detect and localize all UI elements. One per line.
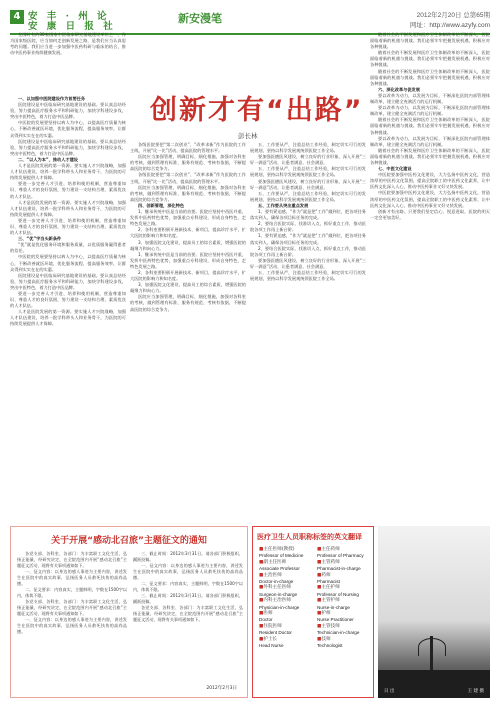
- translation-term-zh: ■护师: [317, 611, 331, 617]
- translation-term-en: Nurse Practitioner: [317, 617, 354, 623]
- translation-term-en: Pharmacist: [317, 579, 340, 585]
- translation-term-zh: ■主任医师(教授): [259, 547, 295, 552]
- translation-term-en: Technologist: [317, 643, 343, 649]
- translation-box-title: 医疗卫生人员职称标签的英文翻译: [257, 533, 362, 541]
- translation-term-zh: ■主治医师: [259, 572, 282, 578]
- bullet-icon: ■: [259, 559, 264, 565]
- translation-list-1: [259, 547, 315, 650]
- subheading: 五、工作要从突出重点发展: [258, 202, 309, 208]
- subheading: 一、以加强中医院建设作为首要任务: [18, 96, 86, 101]
- article-intro: 全国时有约30家国家中医临床研究基地建设单位之一，作为国家级医院，应当如何走创新发展之路，是我们应当认真思考的问题。我们应当进一步加强中医药科研与临床的结合，推动中医药事业持续健康发展。: [10, 32, 126, 56]
- issue-date: 2012年2月20日 总第65期: [416, 12, 490, 19]
- notice-column-1: 各党支部、各科室、各部门：为丰富职工文化生活，弘扬正能量，经研究决定，在全院范围内开展“感动北召旅”主题征文活动，现将有关事项通知如下。 一、征文内容：以身边的感人事迹为主要内容，讲述发生在医院中的真实故事，弘扬医务人员救死扶伤的高尚品德。 二、征文要求：内容真实，主题鲜明，字数在1500字以内，体裁不限。 各党支部、各科室、各部门：为丰富职工文化生活，弘扬正能量，经研究决定，在全院范围内开展“感动北召旅”主题征文活动，现将有关事项通知如下。 一、征文内容：以身边的感人事迹为主要内容，讲述发生在医院中的真实故事，弘扬医务人员救死扶伤的高尚品德。: [17, 551, 127, 634]
- subheading: 七、中医文化建设: [378, 166, 412, 172]
- notice-date: 2012年2月3日: [206, 686, 237, 691]
- translation-term-zh: ■住院医师: [259, 623, 282, 629]
- article-column-3: 五、工作要从严，注重总结工作经验，制定切实可行的发展规划，坚持以科学发展观统领医院工作全局。 要加强医德医风建设，树立良好的行业形象，深入开展“三好一满意”活动，让患者满意、社会满意。 五、工作要从严，注重总结工作经验，制定切实可行的发展规划，坚持以科学发展观统领医院工作全局。 要加强医德医风建设，树立良好的行业形象，深入开展“三好一满意”活动，让患者满意、社会满意。 五、工作要从严，注重总结工作经验，制定切实可行的发展规划，坚持以科学发展观统领医院工作全局。 五、工作要从突出重点发展 1、要有紧迫感，“作为”就是把“工作”做到位，把各项任务落实到人，确保各项目标任务的完成。 2、要结合医院实际，找准切入点，抓好重点工作，推动医院各项工作再上新台阶。 1、要有紧迫感，“作为”就是把“工作”做到位，把各项任务落实到人，确保各项目标任务的完成。 2、要结合医院实际，找准切入点，抓好重点工作，推动医院各项工作再上新台阶。 要加强医德医风建设，树立良好的行业形象，深入开展“三好一满意”活动，让患者满意、社会满意。 五、工作要从严，注重总结工作经验，制定切实可行的发展规划，坚持以科学发展观统领医院工作全局。: [250, 142, 366, 282]
- translation-term-zh: ■医师: [259, 611, 273, 617]
- translation-term-en: Pharmacist-in-charge: [317, 566, 361, 572]
- subheading: 二、“以人为本”，推动人才建设: [18, 156, 78, 162]
- translation-term-en: Head Nurse: [259, 643, 284, 649]
- paper-name-bottom: 安 康 日 报 社: [28, 21, 116, 32]
- bullet-icon: ■: [317, 585, 322, 591]
- translation-term-en: Doctor: [259, 617, 273, 623]
- translation-term-en: Resident Doctor: [259, 630, 292, 636]
- bullet-icon: ■: [259, 611, 264, 617]
- translation-term-en: Physician-in-charge: [259, 604, 300, 610]
- bullet-icon: ■: [259, 585, 264, 591]
- translation-term-en: Professor of Medicine: [259, 553, 304, 559]
- translation-term-en: Professor of Pharmacy: [317, 553, 364, 559]
- bullet-icon: ■: [317, 559, 322, 565]
- bullet-icon: ■: [259, 623, 264, 629]
- bullet-icon: ■: [317, 547, 322, 552]
- title-translation-box: [252, 526, 374, 698]
- translation-term-en: Doctor-in-charge: [259, 579, 294, 585]
- bullet-icon: ■: [317, 611, 322, 617]
- bullet-icon: ■: [259, 572, 264, 578]
- subheading: 六、深化改革与促发展: [378, 86, 420, 92]
- bullet-icon: ■: [317, 623, 322, 629]
- article-column-4: 随着社会的不断发展和医疗卫生体制改革的不断深入，医院面临着新的机遇与挑战。我们必须牢牢把握发展机遇，积极应对各种挑战。 随着社会的不断发展和医疗卫生体制改革的不断深入，医院面临着新的机遇与挑战。我们必须牢牢把握发展机遇，积极应对各种挑战。 随着社会的不断发展和医疗卫生体制改革的不断深入，医院面临着新的机遇与挑战。我们必须牢牢把握发展机遇，积极应对各种挑战。 六、深化改革与促发展 要以改革为动力，以发展为目标，不断深化医院内部管理体制改革，建立健全充满活力的运行机制。 要以改革为动力，以发展为目标，不断深化医院内部管理体制改革，建立健全充满活力的运行机制。 随着社会的不断发展和医疗卫生体制改革的不断深入，医院面临着新的机遇与挑战。我们必须牢牢把握发展机遇，积极应对各种挑战。 要以改革为动力，以发展为目标，不断深化医院内部管理体制改革，建立健全充满活力的运行机制。 随着社会的不断发展和医疗卫生体制改革的不断深入，医院面临着新的机遇与挑战。我们必须牢牢把握发展机遇，积极应对各种挑战。 七、中医文化建设 中医院要加强中医药文化建设，大力弘扬中医药文化，营造浓厚的中医药文化氛围，提高全院职工的中医药文化素养，让中医药文化深入人心，推动中医药事业又好又快发展。 中医院要加强中医药文化建设，大力弘扬中医药文化，营造浓厚的中医药文化氛围，提高全院职工的中医药文化素养，让中医药文化深入人心，推动中医药事业又好又快发展。 创新才有出路。只要我们坚定信心、锐意进取，医院的明天一定会更加美好。: [370, 32, 490, 220]
- sunrise-photo: [378, 526, 490, 698]
- translation-term-zh: ■主管药师: [317, 559, 340, 565]
- translation-term-zh: ■副主任医师: [259, 559, 287, 565]
- section-title: 新安漫笔: [178, 12, 222, 25]
- article-column-1: 一、以加强中医院建设作为首要任务 医院建设是中医临床研究基地建设的基础。要认真总结经验，努力提高医疗服务水平和科研能力，加快学科建设步伐，突出中医特色，着力打造中医品牌。 中医院的发展要坚持以病人为中心，以提高医疗质量为核心，不断改善就医环境，优化服务流程，提高服务效率，让群众得到实实在在的实惠。 医院建设是中医临床研究基地建设的基础。要认真总结经验，努力提高医疗服务水平和科研能力，加快学科建设步伐，突出中医特色，着力打造中医品牌。 二、“以人为本”，推动人才建设 人才是医院发展的第一资源。要实施人才兴院战略，加强人才队伍建设，培养一批学科带头人和业务骨干，为医院的可持续发展提供人才保障。 要进一步完善人才引进、培养和使用机制，营造尊重知识、尊重人才的良好氛围，努力建设一支结构合理、素质优良的人才队伍。 人才是医院发展的第一资源。要实施人才兴院战略，加强人才队伍建设，培养一批学科带头人和业务骨干，为医院的可持续发展提供人才保障。 要进一步完善人才引进、培养和使用机制，营造尊重知识、尊重人才的良好氛围，努力建设一支结构合理、素质优良的人才队伍。 三、“优”字当头新条件 “优”就是优化服务环境和服务质量，以优质服务赢得患者的信任。 中医院的发展要坚持以病人为中心，以提高医疗质量为核心，不断改善就医环境，优化服务流程，提高服务效率，让群众得到实实在在的实惠。 医院建设是中医临床研究基地建设的基础。要认真总结经验，努力提高医疗服务水平和科研能力，加快学科建设步伐，突出中医特色，着力打造中医品牌。 要进一步完善人才引进、培养和使用机制，营造尊重知识、尊重人才的良好氛围，努力建设一支结构合理、素质优良的人才队伍。 人才是医院发展的第一资源。要实施人才兴院战略，加强人才队伍建设，培养一批学科带头人和业务骨干，为医院的可持续发展提供人才保障。: [10, 96, 126, 327]
- translation-term-zh: ■主管技师: [317, 623, 340, 629]
- article-column-2: 各级医院要把“第二次创业”、“改革求新”作为医院的工作主线，开展“比一比”活动，提高医院的管理水平。 医院应当加强管理，明确目标，细化措施，加强对各科室的考核，做到管理有标准、服务有规范、考核有依据，不断提高医院的综合竞争力。 各级医院要把“第二次创业”、“改革求新”作为医院的工作主线，开展“比一比”活动，提高医院的管理水平。 医院应当加强管理，明确目标，细化措施，加强对各科室的考核，做到管理有标准、服务有规范、考核有依据，不断提高医院的综合竞争力。 四、创新管理，深化特色 1、继承传统中医是当前的首要。医院应坚持中西医并重，发挥中医药特色优势，加强重点专科建设，形成自身特色，走特色发展之路。 2、各科室要积极开展新技术、新项目，提高诊疗水平，扩大医院的影响力和知名度。 3、加强医院文化建设，提高员工的综合素质，增强医院的凝聚力和向心力。 1、继承传统中医是当前的首要。医院应坚持中西医并重，发挥中医药特色优势，加强重点专科建设，形成自身特色，走特色发展之路。 2、各科室要积极开展新技术、新项目，提高诊疗水平，扩大医院的影响力和知名度。 3、加强医院文化建设，提高员工的综合素质，增强医院的凝聚力和向心力。 医院应当加强管理，明确目标，细化措施，加强对各科室的考核，做到管理有标准、服务有规范、考核有依据，不断提高医院的综合竞争力。: [130, 142, 246, 312]
- subheading: 三、“优”字当头新条件: [18, 236, 62, 242]
- bullet-icon: ■: [259, 636, 264, 642]
- bullet-icon: ■: [317, 572, 322, 578]
- translation-term-zh: ■主任药师: [317, 547, 340, 552]
- notice-column-2: 三、截止时间：2012年3月31日。请各部门积极组织，踊跃投稿。 一、征文内容：以身边的感人事迹为主要内容，讲述发生在医院中的真实故事，弘扬医务人员救死扶伤的高尚品德。 二、征文要求：内容真实，主题鲜明，字数在1500字以内，体裁不限。 三、截止时间：2012年3月31日。请各部门积极组织，踊跃投稿。 各党支部、各科室、各部门：为丰富职工文化生活，弘扬正能量，经研究决定，在全院范围内开展“感动北召旅”主题征文活动，现将有关事项通知如下。: [133, 551, 243, 622]
- photo-credit: 王 建 摄: [467, 689, 484, 694]
- photo-caption: 日 出: [384, 689, 395, 694]
- translation-term-zh: ■护士长: [259, 636, 278, 642]
- article-author: 彭长林: [238, 132, 258, 140]
- translation-term-zh: ■主任护师: [317, 585, 340, 591]
- translation-term-zh: ■技师: [317, 636, 331, 642]
- translation-term-zh: ■主管护师: [317, 598, 340, 604]
- subheading: 四、创新管理，深化特色: [138, 202, 185, 208]
- bullet-icon: ■: [317, 598, 322, 604]
- paper-name-top: 安 丰 · 州 论: [28, 11, 110, 22]
- notice-title: 关于开展“感动北召旅”主题征文的通知: [51, 536, 207, 546]
- bullet-icon: ■: [317, 636, 322, 642]
- translation-term-zh: ■内科主治医师: [259, 598, 291, 604]
- translation-term-en: Associate Professor: [259, 566, 300, 572]
- translation-list-2: [317, 547, 373, 650]
- website-url: 网址：http://www.azyfy.com: [409, 22, 490, 29]
- bullet-icon: ■: [259, 547, 264, 552]
- translation-term-en: Professor of Nursing: [317, 591, 359, 597]
- translation-term-en: Technician-in-charge: [317, 630, 360, 636]
- article-title: 创新才有“出路”: [150, 95, 364, 126]
- translation-term-en: Nurse-in-charge: [317, 604, 350, 610]
- translation-term-zh: ■外科主任医师: [259, 585, 291, 591]
- bullet-icon: ■: [259, 598, 264, 604]
- translation-term-en: Surgeon-in-charge: [259, 591, 298, 597]
- page-number: 4: [10, 10, 24, 24]
- translation-term-zh: ■药师: [317, 572, 331, 578]
- essay-contest-notice: [10, 526, 248, 698]
